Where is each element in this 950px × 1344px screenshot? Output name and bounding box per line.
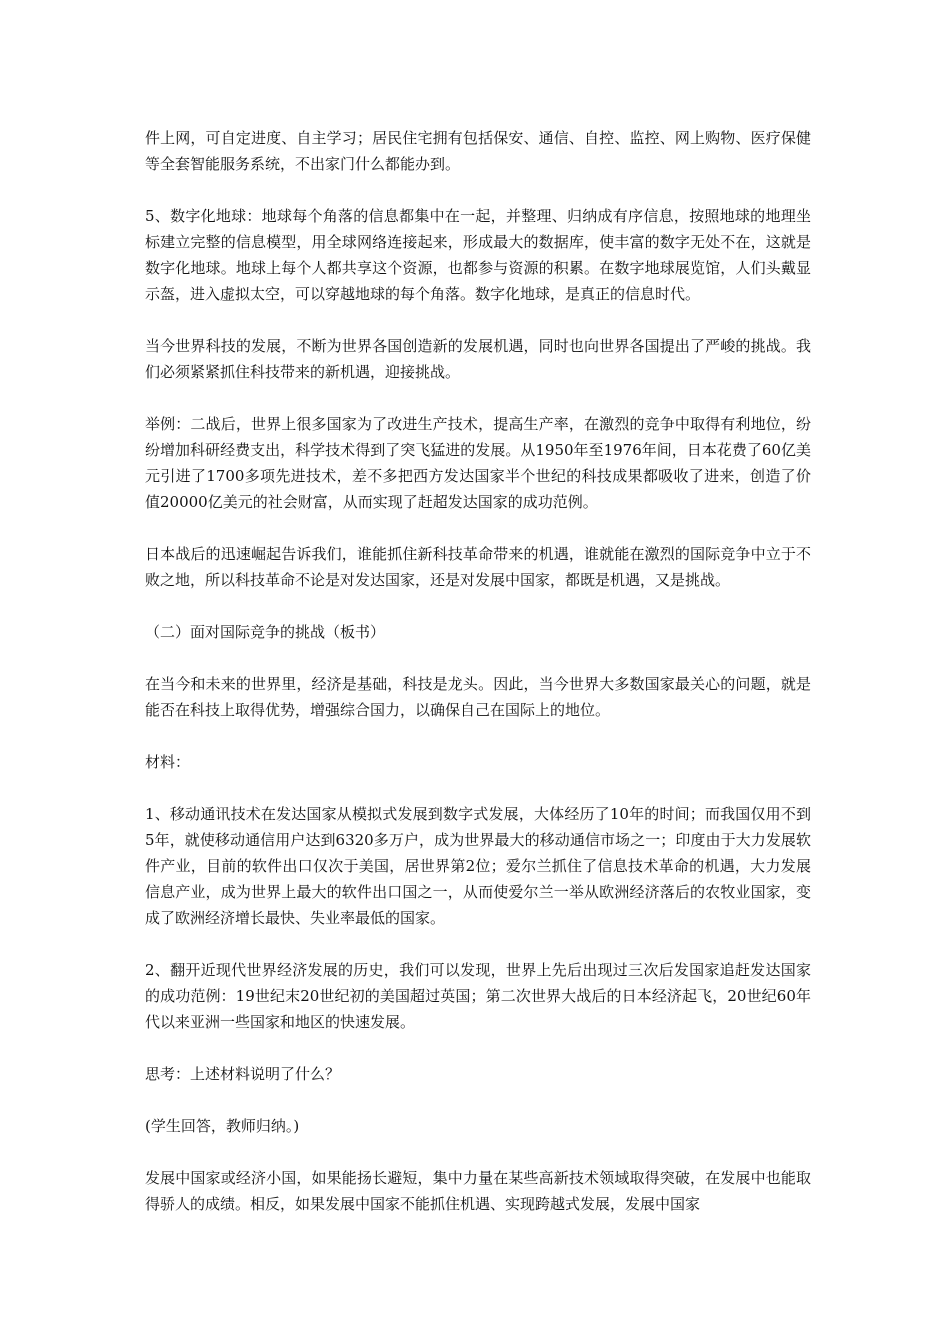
paragraph: 思考：上述材料说明了什么？ <box>145 1065 341 1083</box>
paragraph: 当今世界科技的发展，不断为世界各国创造新的发展机遇，同时也向世界各国提出了严峻的挑战。我们必须紧紧抓住科技带来的新机遇，迎接挑战。 <box>145 337 811 381</box>
document-page <box>145 125 811 1243</box>
paragraph: 材料： <box>145 753 191 771</box>
paragraph: 举例：二战后，世界上很多国家为了改进生产技术，提高生产率，在激烈的竞争中取得有利地位，纷纷增加科研经费支出，科学技术得到了突飞猛进的发展。从1950年至1976年间，日本花费了60亿美元引进了1700多项先进技术，差不多把西方发达国家半个世纪的科技成果都吸收了进来，创造了价值20000亿美元的社会财富，从而实现了赶超发达国家的成功范例。 <box>145 415 811 511</box>
paragraph: 发展中国家或经济小国，如果能扬长避短，集中力量在某些高新技术领域取得突破，在发展中也能取得骄人的成绩。相反，如果发展中国家不能抓住机遇、实现跨越式发展，发展中国家 <box>145 1169 811 1213</box>
paragraph: (学生回答，教师归纳。) <box>145 1117 300 1135</box>
paragraph: 2、翻开近现代世界经济发展的历史，我们可以发现，世界上先后出现过三次后发国家追赶发达国家的成功范例：19世纪末20世纪初的美国超过英国；第二次世界大战后的日本经济起飞，20世纪60年代以来亚洲一些国家和地区的快速发展。 <box>145 961 811 1031</box>
paragraph: 5、数字化地球：地球每个角落的信息都集中在一起，并整理、归纳成有序信息，按照地球的地理坐标建立完整的信息模型，用全球网络连接起来，形成最大的数据库，使丰富的数字无处不在，这就是数字化地球。地球上每个人都共享这个资源，也都参与资源的积累。在数字地球展览馆，人们头戴显示盔，进入虚拟太空，可以穿越地球的每个角落。数字化地球，是真正的信息时代。 <box>145 207 811 303</box>
section-heading: （二）面对国际竞争的挑战（板书） <box>145 623 386 641</box>
paragraph: 1、移动通讯技术在发达国家从模拟式发展到数字式发展，大体经历了10年的时间；而我国仅用不到5年，就使移动通信用户达到6320多万户，成为世界最大的移动通信市场之一；印度由于大力发展软件产业，目前的软件出口仅次于美国，居世界第2位；爱尔兰抓住了信息技术革命的机遇，大力发展信息产业，成为世界上最大的软件出口国之一，从而使爱尔兰一举从欧洲经济落后的农牧业国家，变成了欧洲经济增长最快、失业率最低的国家。 <box>145 805 811 927</box>
paragraph: 日本战后的迅速崛起告诉我们，谁能抓住新科技革命带来的机遇，谁就能在激烈的国际竞争中立于不败之地，所以科技革命不论是对发达国家，还是对发展中国家，都既是机遇，又是挑战。 <box>145 545 811 589</box>
paragraph: 在当今和未来的世界里，经济是基础，科技是龙头。因此，当今世界大多数国家最关心的问题，就是能否在科技上取得优势，增强综合国力，以确保自己在国际上的地位。 <box>145 675 811 719</box>
paragraph: 件上网，可自定进度、自主学习；居民住宅拥有包括保安、通信、自控、监控、网上购物、医疗保健等全套智能服务系统，不出家门什么都能办到。 <box>145 129 811 173</box>
